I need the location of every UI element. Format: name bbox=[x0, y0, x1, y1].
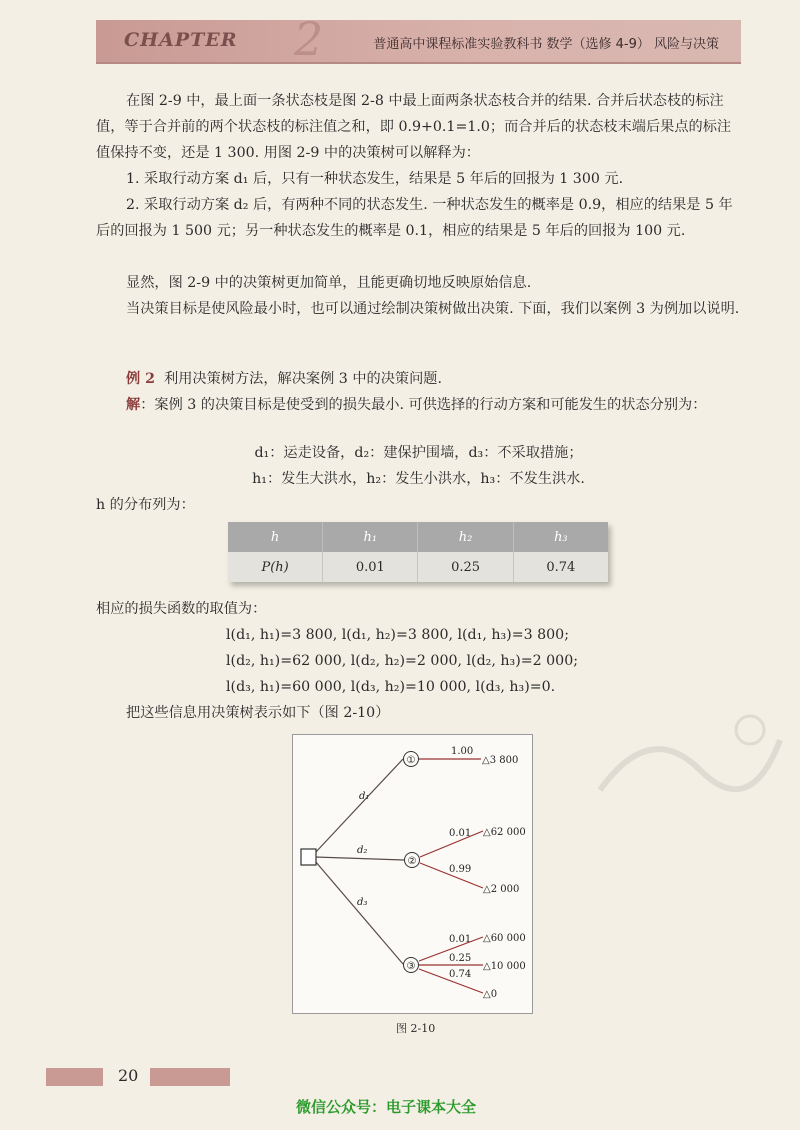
prob-label-node2-1: 0.01 bbox=[449, 828, 472, 839]
actions-line: d₁：运走设备，d₂：建保护围墙，d₃：不采取措施； bbox=[254, 445, 583, 461]
branch-d1 bbox=[315, 759, 403, 853]
table-cell: P(h) bbox=[228, 552, 323, 582]
branch-d2 bbox=[315, 857, 404, 860]
paragraph-4: 显然，图 2-9 中的决策树更加简单，且能更确切地反映原始信息. bbox=[126, 275, 532, 291]
states-line: h₁：发生大洪水，h₂：发生小洪水，h₃：不发生洪水. bbox=[252, 471, 585, 487]
distribution-table bbox=[228, 522, 608, 582]
outcome-label-node3-3: △0 bbox=[483, 989, 498, 1000]
prob-label-node3-2: 0.25 bbox=[449, 953, 472, 964]
solution-label: 解 bbox=[126, 397, 141, 413]
paragraph-2: 1. 采取行动方案 d₁ 后，只有一种状态发生，结果是 5 年后的回报为 1 300 元. bbox=[126, 171, 624, 187]
solution-text: ：案例 3 的决策目标是使受到的损失最小. 可供选择的行动方案和可能发生的状态分别为： bbox=[140, 397, 707, 413]
table-header-cell: h₁ bbox=[323, 522, 418, 552]
chapter-number: 2 bbox=[294, 12, 324, 66]
branch-d3 bbox=[315, 861, 403, 964]
table-cell: 0.25 bbox=[418, 552, 513, 582]
page-number: 20 bbox=[118, 1066, 139, 1085]
outcome-label-node1-1: △3 800 bbox=[482, 755, 519, 766]
outcome-label-node3-2: △10 000 bbox=[483, 961, 526, 972]
example-label: 例 2 bbox=[126, 371, 155, 387]
paragraph-5: 当决策目标是使风险最小时，也可以通过绘制决策树做出决策. 下面，我们以案例 3 为例加以说明. bbox=[126, 301, 740, 317]
action-label-d3: d₃ bbox=[357, 897, 368, 908]
decision-node bbox=[301, 849, 316, 865]
solution-paragraph bbox=[96, 392, 741, 418]
example-text: 利用决策树方法，解决案例 3 中的决策问题. bbox=[164, 371, 442, 387]
book-title: 普通高中课程标准实验教科书 数学（选修 4-9） 风险与决策 bbox=[373, 37, 719, 52]
outcome-label-node2-2: △2 000 bbox=[483, 884, 520, 895]
tree-intro: 把这些信息用决策树表示如下（图 2-10） bbox=[126, 705, 390, 721]
footer-decoration-right bbox=[150, 1068, 230, 1086]
chance-node-label-3: ③ bbox=[406, 961, 416, 972]
loss-line-3: l(d₃, h₁)=60 000, l(d₃, h₂)=10 000, l(d₃, h₃)=0. bbox=[226, 679, 556, 695]
table-header-cell: h₃ bbox=[513, 522, 608, 552]
page-header bbox=[96, 12, 741, 66]
table-cell: 0.74 bbox=[513, 552, 608, 582]
loss-line-2: l(d₂, h₁)=62 000, l(d₂, h₂)=2 000, l(d₂, h₃)=2 000; bbox=[226, 653, 579, 669]
wechat-watermark: 微信公众号：电子课本大全 bbox=[296, 1098, 477, 1116]
prob-label-node2-2: 0.99 bbox=[449, 864, 472, 875]
decision-tree-svg bbox=[293, 735, 532, 1013]
chance-node-label-2: ② bbox=[407, 856, 417, 867]
outcome-label-node3-1: △60 000 bbox=[483, 933, 526, 944]
prob-label-node3-1: 0.01 bbox=[449, 934, 472, 945]
loss-intro: 相应的损失函数的取值为： bbox=[96, 601, 267, 617]
figure-caption: 图 2-10 bbox=[396, 1022, 436, 1035]
outcome-label-node2-1: △62 000 bbox=[483, 827, 526, 838]
table-row bbox=[228, 552, 608, 582]
table-header-row bbox=[228, 522, 608, 552]
background-watermark bbox=[590, 700, 790, 820]
paragraph-3: 2. 采取行动方案 d₂ 后，有两种不同的状态发生. 一种状态发生的概率是 0.9，相应的结果是 5 年后的回报为 1 500 元；另一种状态发生的概率是 0.1，相应的结果是 5 年后的回报为 100 元. bbox=[96, 197, 733, 239]
footer-decoration-left bbox=[46, 1068, 103, 1086]
table-header-cell: h bbox=[228, 522, 323, 552]
loss-line-1: l(d₁, h₁)=3 800, l(d₁, h₂)=3 800, l(d₁, h₃)=3 800; bbox=[226, 627, 569, 643]
example-heading bbox=[96, 366, 741, 392]
distribution-intro: h 的分布列为： bbox=[96, 497, 195, 513]
prob-label-node3-3: 0.74 bbox=[449, 969, 472, 980]
chance-node-label-1: ① bbox=[406, 755, 416, 766]
paragraph-1: 在图 2-9 中，最上面一条状态枝是图 2-8 中最上面两条状态枝合并的结果. 合并后状态枝的标注值，等于合并前的两个状态枝的标注值之和，即 0.9+0.1=1.0；而合并后的状态枝末端后果点的标注值保持不变，还是 1 300. 用图 2-9 中的决策树可以解释为： bbox=[96, 93, 732, 161]
action-label-d1: d₁ bbox=[359, 791, 370, 802]
chapter-label: CHAPTER bbox=[124, 29, 238, 51]
table-header-cell: h₂ bbox=[418, 522, 513, 552]
table-cell: 0.01 bbox=[323, 552, 418, 582]
decision-tree-figure bbox=[292, 734, 533, 1014]
prob-label-node1-1: 1.00 bbox=[451, 746, 474, 757]
action-label-d2: d₂ bbox=[357, 845, 368, 856]
